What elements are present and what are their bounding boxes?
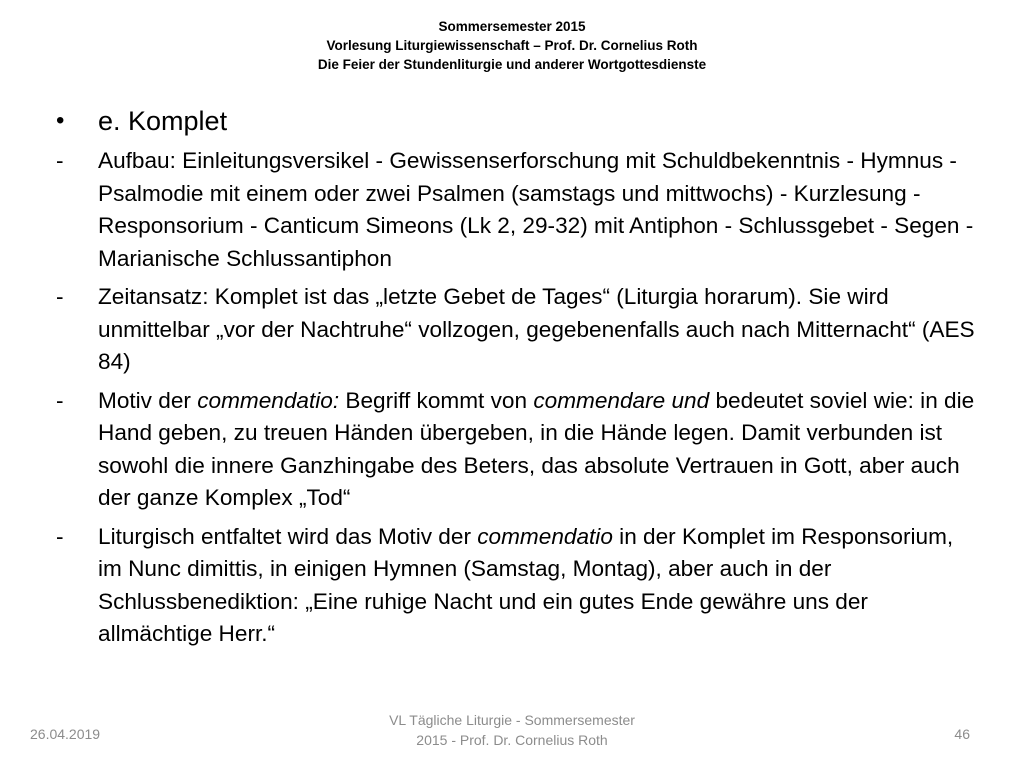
footer-date: 26.04.2019 <box>30 726 101 742</box>
list-item-aufbau <box>56 145 976 275</box>
italic-term: commendare und <box>533 387 710 413</box>
header-semester: Sommersemester 2015 <box>438 19 586 34</box>
footer-title-line1: VL Tägliche Liturgie - Sommersemester <box>389 712 635 728</box>
section-title: e. Komplet <box>98 106 228 136</box>
list-item-text <box>98 521 976 651</box>
text-segment: in der Komplet im Responsorium, im Nunc dimittis, in einigen Hymnen (Samstag, Montag), aber auch in der Schlussbenediktion: „Eine ruhige Nacht und ein gutes Ende gewähre uns der allmächtige Herr.“ <box>98 523 954 646</box>
text-segment: Motiv der <box>98 387 198 413</box>
italic-term: commendatio <box>477 523 613 549</box>
list-item-text: Aufbau: Einleitungsversikel - Gewissenserforschung mit Schuldbekenntnis - Hymnus - Psalmodie mit einem oder zwei Psalmen (samstags und mittwochs) - Kurzlesung - Responsorium - Canticum Simeons (Lk 2, 29-32) mit Antiphon - Schlussgebet - Segen - Marianische Schlussantiphon <box>98 148 974 271</box>
list-item-text <box>98 385 976 515</box>
header-topic: Die Feier der Stundenliturgie und anderer Wortgottesdienste <box>317 57 707 72</box>
footer-title <box>362 710 662 750</box>
list-item-liturgisch <box>56 521 976 651</box>
dash-marker: - <box>56 148 64 173</box>
text-segment: Begriff kommt von <box>339 387 534 413</box>
dash-marker: - <box>56 284 64 309</box>
dash-marker: - <box>56 387 64 413</box>
list-item-motiv <box>56 385 976 515</box>
text-segment: bedeutet soviel wie: in die Hand geben, zu treuen Händen übergeben, in die Hände legen. Damit verbunden ist sowohl die innere Ganzhingabe des Beters, das absolute Vertrauen in Gott, aber auch der ganze Komplex „Tod“ <box>98 387 975 510</box>
italic-term: commendatio: <box>197 387 340 413</box>
section-heading <box>56 103 976 139</box>
header-lecture: Vorlesung Liturgiewissenschaft – Prof. Dr. Cornelius Roth <box>326 38 698 53</box>
list-item-zeitansatz <box>56 281 976 379</box>
text-segment: Liturgisch entfaltet wird das Motiv der <box>98 523 478 549</box>
footer-title-line2: 2015 - Prof. Dr. Cornelius Roth <box>416 732 608 748</box>
dash-marker: - <box>56 523 64 549</box>
slide-header <box>0 17 1024 74</box>
bullet-dot-icon: • <box>56 107 65 134</box>
page-number: 46 <box>954 726 970 742</box>
slide-body <box>56 103 976 657</box>
list-item-text: Zeitansatz: Komplet ist das „letzte Gebet de Tages“ (Liturgia horarum). Sie wird unmittelbar „vor der Nachtruhe“ vollzogen, gegebenenfalls auch nach Mitternacht“ (AES 84) <box>98 284 975 374</box>
